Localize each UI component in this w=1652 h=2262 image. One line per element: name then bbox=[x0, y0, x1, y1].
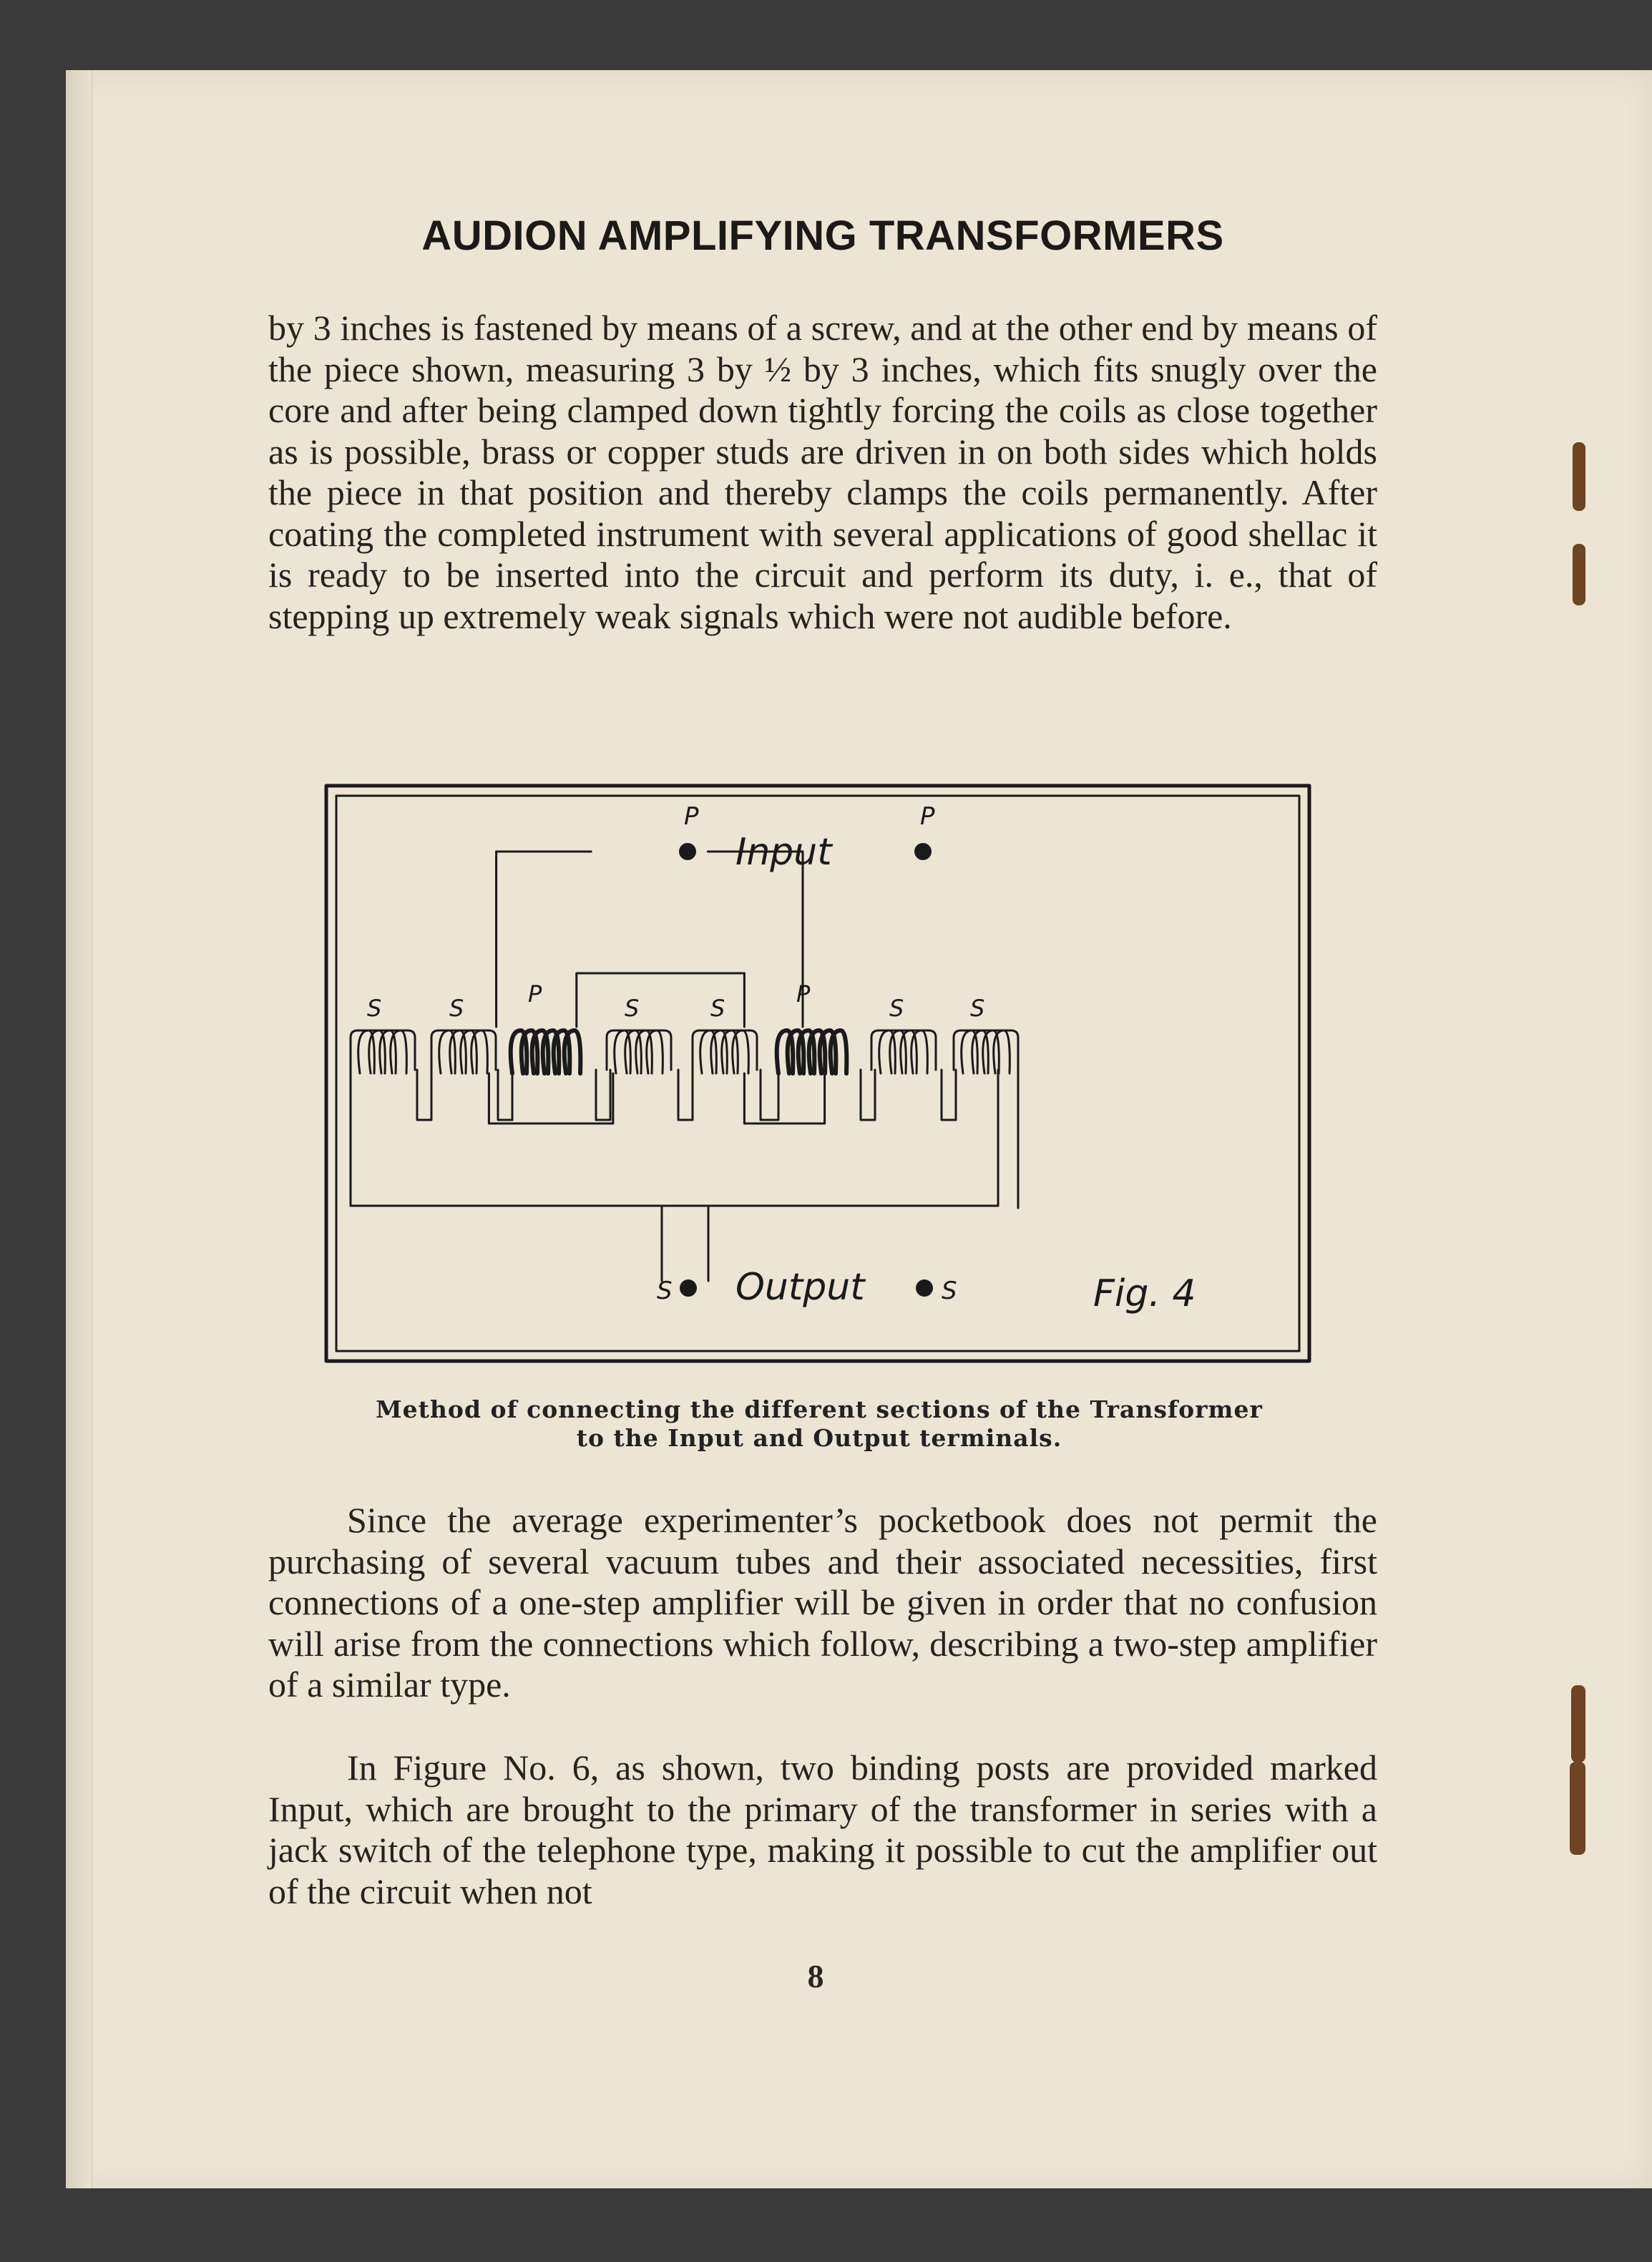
figure-number: Fig. 4 bbox=[1093, 1272, 1196, 1315]
terminal-p-left-label: P bbox=[684, 802, 699, 831]
body-paragraph-1: by 3 inches is fastened by means of a screw, and at the other end by means of the piece shown, measuring 3 by ½ by 3 inches, which fits snugly over the core and after being clamped down tightly forcing the coils as close together as is possible, brass or copper studs are driven in on both sides which holds the piece in that position and thereby clamps the coils permanently. After coating the completed instrument with several applications of good shellac it is ready to be inserted into the circuit and perform its duty, i. e., that of stepping up extremely weak signals which were not audible before. bbox=[268, 308, 1377, 636]
input-terminal-right bbox=[914, 843, 932, 860]
coil-label: S bbox=[970, 995, 985, 1022]
input-label: Input bbox=[735, 831, 832, 874]
output-terminal-left bbox=[680, 1279, 697, 1297]
page-title: AUDION AMPLIFYING TRANSFORMERS bbox=[421, 213, 1224, 259]
terminal-s-right-label: S bbox=[942, 1277, 957, 1305]
coil-label: S bbox=[449, 995, 464, 1022]
binding-thread bbox=[1570, 1762, 1585, 1855]
binding-thread bbox=[1571, 1685, 1585, 1763]
body-paragraph-3: In Figure No. 6, as shown, two binding posts are provided marked Input, which are brought to the primary of the transformer in series with a jack switch of the telephone type, making it possible to cut the amplifier out of the circuit when not bbox=[268, 1747, 1377, 1911]
transformer-wiring-diagram bbox=[321, 780, 1315, 1367]
coil-label: P bbox=[528, 980, 542, 1008]
page-gutter bbox=[66, 70, 92, 2188]
output-wiring bbox=[351, 1070, 1018, 1281]
output-label: Output bbox=[735, 1266, 865, 1309]
coil-label: S bbox=[367, 995, 382, 1022]
coil-p1 bbox=[511, 1030, 581, 1073]
coil-label: S bbox=[625, 995, 640, 1022]
binding-thread bbox=[1573, 544, 1585, 605]
page-number: 8 bbox=[807, 1958, 824, 1994]
body-paragraph-2: Since the average experimenter’s pocketbook does not permit the purchasing of several vacuum tubes and their associated necessities, first connections of a one-step amplifier will be given in order that no confusion will arise from the connections which follow, describing a two-step amplifier of a similar type. bbox=[268, 1500, 1377, 1705]
caption-line-1: Method of connecting the different sections of the Transformer bbox=[376, 1395, 1263, 1423]
input-terminal-left bbox=[679, 843, 696, 860]
figure-caption bbox=[300, 1395, 1338, 1453]
coil-label: S bbox=[710, 995, 725, 1022]
secondary-links bbox=[417, 1070, 956, 1120]
terminal-p-right-label: P bbox=[920, 802, 935, 831]
coil-label: P bbox=[796, 980, 811, 1008]
binding-thread bbox=[1573, 442, 1585, 511]
circuit-figure bbox=[321, 780, 1315, 1367]
output-terminal-right bbox=[916, 1279, 933, 1297]
coil-p2 bbox=[777, 1030, 847, 1073]
coil-label: S bbox=[889, 995, 904, 1022]
terminal-s-left-label: S bbox=[657, 1277, 673, 1305]
caption-line-2: to the Input and Output terminals. bbox=[576, 1424, 1062, 1452]
transformer-coils bbox=[351, 1030, 1018, 1073]
